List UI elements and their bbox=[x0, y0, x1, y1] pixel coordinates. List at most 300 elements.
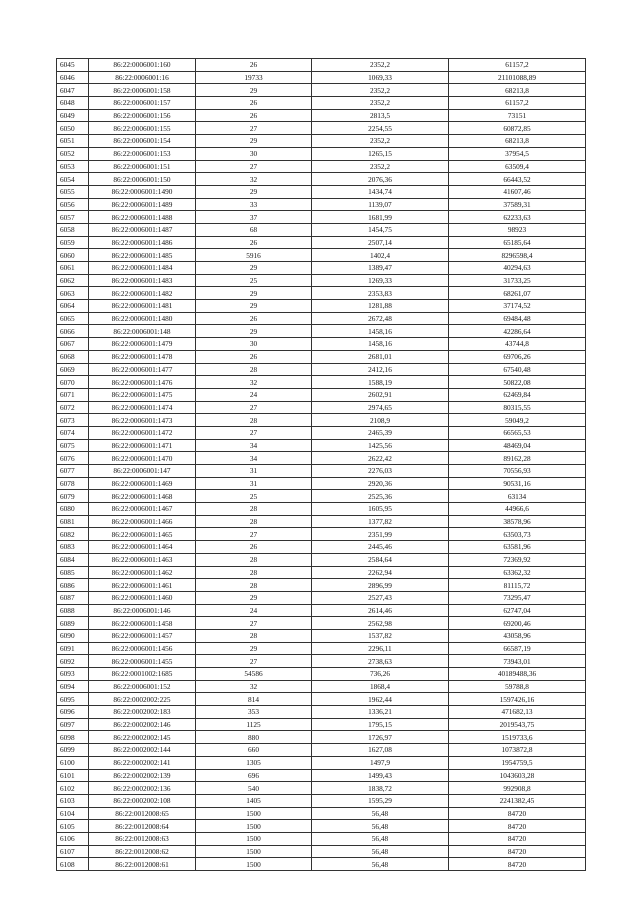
table-row bbox=[57, 300, 586, 313]
cadastral-number-cell: 86:22:0006001:1478 bbox=[89, 350, 196, 363]
area-cell: 26 bbox=[196, 350, 312, 363]
cadastral-value-cell: 1519733,6 bbox=[449, 731, 586, 744]
row-number-cell: 6078 bbox=[57, 477, 89, 490]
cadastral-number-cell: 86:22:0006001:1483 bbox=[89, 274, 196, 287]
cadastral-value-cell: 1597426,16 bbox=[449, 693, 586, 706]
area-cell: 29 bbox=[196, 300, 312, 313]
table-row bbox=[57, 820, 586, 833]
area-cell: 26 bbox=[196, 59, 312, 72]
cadastral-number-cell: 86:22:0006001:1457 bbox=[89, 629, 196, 642]
cadastral-number-cell: 86:22:0006001:151 bbox=[89, 160, 196, 173]
row-number-cell: 6069 bbox=[57, 363, 89, 376]
cadastral-value-cell: 2019543,75 bbox=[449, 718, 586, 731]
table-row bbox=[57, 642, 586, 655]
unit-value-cell: 2353,83 bbox=[312, 287, 449, 300]
area-cell: 25 bbox=[196, 490, 312, 503]
unit-value-cell: 1265,15 bbox=[312, 147, 449, 160]
unit-value-cell: 1458,16 bbox=[312, 325, 449, 338]
table-row bbox=[57, 274, 586, 287]
unit-value-cell: 56,48 bbox=[312, 820, 449, 833]
area-cell: 34 bbox=[196, 439, 312, 452]
cadastral-number-cell: 86:22:0006001:1482 bbox=[89, 287, 196, 300]
area-cell: 660 bbox=[196, 744, 312, 757]
area-cell: 814 bbox=[196, 693, 312, 706]
unit-value-cell: 1681,99 bbox=[312, 211, 449, 224]
table-row bbox=[57, 338, 586, 351]
area-cell: 29 bbox=[196, 287, 312, 300]
cadastral-number-cell: 86:22:0006001:157 bbox=[89, 97, 196, 110]
row-number-cell: 6059 bbox=[57, 236, 89, 249]
row-number-cell: 6053 bbox=[57, 160, 89, 173]
unit-value-cell: 2896,99 bbox=[312, 579, 449, 592]
row-number-cell: 6086 bbox=[57, 579, 89, 592]
table-row bbox=[57, 211, 586, 224]
cadastral-number-cell: 86:22:0006001:1474 bbox=[89, 401, 196, 414]
cadastral-number-cell: 86:22:0006001:153 bbox=[89, 147, 196, 160]
cadastral-number-cell: 86:22:0006001:16 bbox=[89, 71, 196, 84]
cadastral-number-cell: 86:22:0006001:1470 bbox=[89, 452, 196, 465]
cadastral-value-cell: 63509,4 bbox=[449, 160, 586, 173]
cadastral-value-cell: 50822,08 bbox=[449, 376, 586, 389]
table-row bbox=[57, 71, 586, 84]
area-cell: 54586 bbox=[196, 668, 312, 681]
cadastral-value-cell: 40294,63 bbox=[449, 262, 586, 275]
cadastral-number-cell: 86:22:0006001:1467 bbox=[89, 503, 196, 516]
row-number-cell: 6056 bbox=[57, 198, 89, 211]
cadastral-number-cell: 86:22:0006001:1476 bbox=[89, 376, 196, 389]
table-row bbox=[57, 350, 586, 363]
table-row bbox=[57, 579, 586, 592]
cadastral-number-cell: 86:22:0006001:150 bbox=[89, 173, 196, 186]
unit-value-cell: 2351,99 bbox=[312, 528, 449, 541]
table-row bbox=[57, 541, 586, 554]
cadastral-value-cell: 1954759,5 bbox=[449, 756, 586, 769]
cadastral-value-cell: 62469,84 bbox=[449, 388, 586, 401]
unit-value-cell: 1069,33 bbox=[312, 71, 449, 84]
table-row bbox=[57, 782, 586, 795]
cadastral-number-cell: 86:22:0012008:62 bbox=[89, 845, 196, 858]
area-cell: 353 bbox=[196, 706, 312, 719]
cadastral-value-cell: 2241382,45 bbox=[449, 794, 586, 807]
cadastral-value-cell: 59788,8 bbox=[449, 680, 586, 693]
unit-value-cell: 736,26 bbox=[312, 668, 449, 681]
cadastral-value-cell: 60872,85 bbox=[449, 122, 586, 135]
cadastral-value-cell: 61157,2 bbox=[449, 59, 586, 72]
unit-value-cell: 1458,16 bbox=[312, 338, 449, 351]
cadastral-number-cell: 86:22:0002002:108 bbox=[89, 794, 196, 807]
cadastral-number-cell: 86:22:0002002:141 bbox=[89, 756, 196, 769]
row-number-cell: 6097 bbox=[57, 718, 89, 731]
unit-value-cell: 2254,55 bbox=[312, 122, 449, 135]
cadastral-number-cell: 86:22:0006001:146 bbox=[89, 604, 196, 617]
cadastral-value-cell: 84720 bbox=[449, 832, 586, 845]
row-number-cell: 6068 bbox=[57, 350, 89, 363]
table-row bbox=[57, 185, 586, 198]
row-number-cell: 6075 bbox=[57, 439, 89, 452]
unit-value-cell: 1499,43 bbox=[312, 769, 449, 782]
cadastral-number-cell: 86:22:0006001:1475 bbox=[89, 388, 196, 401]
cadastral-value-cell: 41607,46 bbox=[449, 185, 586, 198]
row-number-cell: 6107 bbox=[57, 845, 89, 858]
area-cell: 5916 bbox=[196, 249, 312, 262]
row-number-cell: 6080 bbox=[57, 503, 89, 516]
table-row bbox=[57, 465, 586, 478]
table-row bbox=[57, 528, 586, 541]
cadastral-value-cell: 72369,92 bbox=[449, 553, 586, 566]
table-row bbox=[57, 401, 586, 414]
cadastral-value-cell: 8296598,4 bbox=[449, 249, 586, 262]
cadastral-number-cell: 86:22:0006001:1465 bbox=[89, 528, 196, 541]
area-cell: 25 bbox=[196, 274, 312, 287]
cadastral-number-cell: 86:22:0006001:1489 bbox=[89, 198, 196, 211]
cadastral-number-cell: 86:22:0006001:1456 bbox=[89, 642, 196, 655]
unit-value-cell: 1454,75 bbox=[312, 223, 449, 236]
area-cell: 29 bbox=[196, 135, 312, 148]
unit-value-cell: 1377,82 bbox=[312, 515, 449, 528]
row-number-cell: 6052 bbox=[57, 147, 89, 160]
area-cell: 27 bbox=[196, 426, 312, 439]
row-number-cell: 6108 bbox=[57, 858, 89, 871]
cadastral-value-cell: 43058,96 bbox=[449, 629, 586, 642]
cadastral-number-cell: 86:22:0012008:64 bbox=[89, 820, 196, 833]
cadastral-number-cell: 86:22:0002002:146 bbox=[89, 718, 196, 731]
area-cell: 1305 bbox=[196, 756, 312, 769]
table-row bbox=[57, 693, 586, 706]
document-page bbox=[56, 58, 585, 871]
row-number-cell: 6092 bbox=[57, 655, 89, 668]
cadastral-number-cell: 86:22:0006001:1464 bbox=[89, 541, 196, 554]
unit-value-cell: 2525,36 bbox=[312, 490, 449, 503]
unit-value-cell: 2352,2 bbox=[312, 59, 449, 72]
unit-value-cell: 1795,15 bbox=[312, 718, 449, 731]
row-number-cell: 6076 bbox=[57, 452, 89, 465]
cadastral-value-cell: 98923 bbox=[449, 223, 586, 236]
cadastral-value-cell: 61157,2 bbox=[449, 97, 586, 110]
cadastral-number-cell: 86:22:0006001:148 bbox=[89, 325, 196, 338]
unit-value-cell: 1281,88 bbox=[312, 300, 449, 313]
cadastral-value-cell: 84720 bbox=[449, 845, 586, 858]
area-cell: 27 bbox=[196, 160, 312, 173]
row-number-cell: 6094 bbox=[57, 680, 89, 693]
table-row bbox=[57, 604, 586, 617]
cadastral-value-cell: 90531,16 bbox=[449, 477, 586, 490]
row-number-cell: 6063 bbox=[57, 287, 89, 300]
row-number-cell: 6054 bbox=[57, 173, 89, 186]
unit-value-cell: 2738,63 bbox=[312, 655, 449, 668]
unit-value-cell: 2614,46 bbox=[312, 604, 449, 617]
cadastral-value-cell: 37589,31 bbox=[449, 198, 586, 211]
cadastral-value-cell: 63581,96 bbox=[449, 541, 586, 554]
area-cell: 540 bbox=[196, 782, 312, 795]
area-cell: 26 bbox=[196, 541, 312, 554]
unit-value-cell: 1139,07 bbox=[312, 198, 449, 211]
area-cell: 1500 bbox=[196, 845, 312, 858]
cadastral-value-cell: 1073872,8 bbox=[449, 744, 586, 757]
area-cell: 29 bbox=[196, 262, 312, 275]
row-number-cell: 6095 bbox=[57, 693, 89, 706]
area-cell: 29 bbox=[196, 185, 312, 198]
cadastral-number-cell: 86:22:0006001:1472 bbox=[89, 426, 196, 439]
area-cell: 1405 bbox=[196, 794, 312, 807]
unit-value-cell: 1962,44 bbox=[312, 693, 449, 706]
unit-value-cell: 2412,16 bbox=[312, 363, 449, 376]
row-number-cell: 6060 bbox=[57, 249, 89, 262]
cadastral-number-cell: 86:22:0006001:1477 bbox=[89, 363, 196, 376]
cadastral-value-cell: 63503,73 bbox=[449, 528, 586, 541]
unit-value-cell: 2507,14 bbox=[312, 236, 449, 249]
cadastral-value-cell: 84720 bbox=[449, 858, 586, 871]
cadastral-value-table bbox=[56, 58, 586, 871]
area-cell: 28 bbox=[196, 503, 312, 516]
cadastral-value-cell: 66443,52 bbox=[449, 173, 586, 186]
cadastral-value-cell: 38578,96 bbox=[449, 515, 586, 528]
cadastral-value-cell: 65185,64 bbox=[449, 236, 586, 249]
area-cell: 28 bbox=[196, 553, 312, 566]
cadastral-number-cell: 86:22:0006001:1471 bbox=[89, 439, 196, 452]
area-cell: 32 bbox=[196, 680, 312, 693]
cadastral-number-cell: 86:22:0002002:136 bbox=[89, 782, 196, 795]
unit-value-cell: 56,48 bbox=[312, 858, 449, 871]
unit-value-cell: 2584,64 bbox=[312, 553, 449, 566]
cadastral-number-cell: 86:22:0006001:1463 bbox=[89, 553, 196, 566]
area-cell: 26 bbox=[196, 109, 312, 122]
cadastral-number-cell: 86:22:0002002:183 bbox=[89, 706, 196, 719]
table-row bbox=[57, 388, 586, 401]
table-row bbox=[57, 503, 586, 516]
unit-value-cell: 56,48 bbox=[312, 845, 449, 858]
area-cell: 1500 bbox=[196, 858, 312, 871]
table-row bbox=[57, 376, 586, 389]
row-number-cell: 6061 bbox=[57, 262, 89, 275]
unit-value-cell: 1425,56 bbox=[312, 439, 449, 452]
cadastral-number-cell: 86:22:0012008:63 bbox=[89, 832, 196, 845]
unit-value-cell: 2813,5 bbox=[312, 109, 449, 122]
area-cell: 26 bbox=[196, 97, 312, 110]
row-number-cell: 6085 bbox=[57, 566, 89, 579]
area-cell: 28 bbox=[196, 414, 312, 427]
cadastral-value-cell: 471682,13 bbox=[449, 706, 586, 719]
area-cell: 27 bbox=[196, 617, 312, 630]
row-number-cell: 6046 bbox=[57, 71, 89, 84]
cadastral-number-cell: 86:22:0006001:1484 bbox=[89, 262, 196, 275]
unit-value-cell: 2465,39 bbox=[312, 426, 449, 439]
table-row bbox=[57, 680, 586, 693]
table-row bbox=[57, 858, 586, 871]
unit-value-cell: 1497,9 bbox=[312, 756, 449, 769]
area-cell: 37 bbox=[196, 211, 312, 224]
table-row bbox=[57, 223, 586, 236]
cadastral-value-cell: 1043603,28 bbox=[449, 769, 586, 782]
unit-value-cell: 1336,21 bbox=[312, 706, 449, 719]
cadastral-value-cell: 40189488,36 bbox=[449, 668, 586, 681]
cadastral-number-cell: 86:22:0012008:65 bbox=[89, 807, 196, 820]
row-number-cell: 6070 bbox=[57, 376, 89, 389]
unit-value-cell: 56,48 bbox=[312, 807, 449, 820]
area-cell: 28 bbox=[196, 363, 312, 376]
area-cell: 30 bbox=[196, 147, 312, 160]
area-cell: 1500 bbox=[196, 807, 312, 820]
cadastral-value-cell: 21101088,89 bbox=[449, 71, 586, 84]
table-row bbox=[57, 477, 586, 490]
area-cell: 19733 bbox=[196, 71, 312, 84]
table-row bbox=[57, 262, 586, 275]
row-number-cell: 6071 bbox=[57, 388, 89, 401]
area-cell: 24 bbox=[196, 604, 312, 617]
unit-value-cell: 2076,36 bbox=[312, 173, 449, 186]
row-number-cell: 6051 bbox=[57, 135, 89, 148]
row-number-cell: 6067 bbox=[57, 338, 89, 351]
row-number-cell: 6079 bbox=[57, 490, 89, 503]
area-cell: 27 bbox=[196, 655, 312, 668]
unit-value-cell: 1402,4 bbox=[312, 249, 449, 262]
row-number-cell: 6062 bbox=[57, 274, 89, 287]
area-cell: 29 bbox=[196, 642, 312, 655]
cadastral-value-cell: 59049,2 bbox=[449, 414, 586, 427]
unit-value-cell: 1588,19 bbox=[312, 376, 449, 389]
cadastral-value-cell: 44966,6 bbox=[449, 503, 586, 516]
unit-value-cell: 1868,4 bbox=[312, 680, 449, 693]
unit-value-cell: 2352,2 bbox=[312, 84, 449, 97]
row-number-cell: 6088 bbox=[57, 604, 89, 617]
cadastral-number-cell: 86:22:0006001:156 bbox=[89, 109, 196, 122]
area-cell: 28 bbox=[196, 515, 312, 528]
table-row bbox=[57, 452, 586, 465]
area-cell: 28 bbox=[196, 566, 312, 579]
cadastral-number-cell: 86:22:0002002:139 bbox=[89, 769, 196, 782]
cadastral-value-cell: 992908,8 bbox=[449, 782, 586, 795]
cadastral-number-cell: 86:22:0006001:1469 bbox=[89, 477, 196, 490]
cadastral-value-cell: 62747,04 bbox=[449, 604, 586, 617]
row-number-cell: 6073 bbox=[57, 414, 89, 427]
unit-value-cell: 2352,2 bbox=[312, 97, 449, 110]
cadastral-value-cell: 73295,47 bbox=[449, 591, 586, 604]
cadastral-number-cell: 86:22:0006001:1485 bbox=[89, 249, 196, 262]
table-row bbox=[57, 59, 586, 72]
table-row bbox=[57, 832, 586, 845]
unit-value-cell: 2974,65 bbox=[312, 401, 449, 414]
row-number-cell: 6087 bbox=[57, 591, 89, 604]
row-number-cell: 6084 bbox=[57, 553, 89, 566]
cadastral-value-cell: 81115,72 bbox=[449, 579, 586, 592]
area-cell: 26 bbox=[196, 236, 312, 249]
cadastral-value-cell: 84720 bbox=[449, 820, 586, 833]
cadastral-value-cell: 70556,93 bbox=[449, 465, 586, 478]
row-number-cell: 6090 bbox=[57, 629, 89, 642]
row-number-cell: 6083 bbox=[57, 541, 89, 554]
cadastral-number-cell: 86:22:0006001:1460 bbox=[89, 591, 196, 604]
cadastral-value-cell: 66587,19 bbox=[449, 642, 586, 655]
area-cell: 30 bbox=[196, 338, 312, 351]
area-cell: 32 bbox=[196, 173, 312, 186]
table-row bbox=[57, 363, 586, 376]
cadastral-number-cell: 86:22:0006001:1461 bbox=[89, 579, 196, 592]
cadastral-value-cell: 68213,8 bbox=[449, 135, 586, 148]
cadastral-value-cell: 62233,63 bbox=[449, 211, 586, 224]
table-row bbox=[57, 629, 586, 642]
table-row bbox=[57, 84, 586, 97]
cadastral-value-cell: 89162,28 bbox=[449, 452, 586, 465]
cadastral-number-cell: 86:22:0006001:147 bbox=[89, 465, 196, 478]
cadastral-number-cell: 86:22:0006001:1490 bbox=[89, 185, 196, 198]
cadastral-value-cell: 84720 bbox=[449, 807, 586, 820]
area-cell: 27 bbox=[196, 528, 312, 541]
cadastral-number-cell: 86:22:0006001:1488 bbox=[89, 211, 196, 224]
unit-value-cell: 56,48 bbox=[312, 832, 449, 845]
unit-value-cell: 2108,9 bbox=[312, 414, 449, 427]
area-cell: 27 bbox=[196, 122, 312, 135]
cadastral-number-cell: 86:22:0006001:154 bbox=[89, 135, 196, 148]
row-number-cell: 6105 bbox=[57, 820, 89, 833]
cadastral-number-cell: 86:22:0002002:225 bbox=[89, 693, 196, 706]
cadastral-number-cell: 86:22:0006001:1466 bbox=[89, 515, 196, 528]
unit-value-cell: 2352,2 bbox=[312, 160, 449, 173]
row-number-cell: 6101 bbox=[57, 769, 89, 782]
area-cell: 24 bbox=[196, 388, 312, 401]
cadastral-number-cell: 86:22:0006001:158 bbox=[89, 84, 196, 97]
cadastral-number-cell: 86:22:0002002:145 bbox=[89, 731, 196, 744]
row-number-cell: 6045 bbox=[57, 59, 89, 72]
cadastral-value-cell: 69200,46 bbox=[449, 617, 586, 630]
table-row bbox=[57, 249, 586, 262]
row-number-cell: 6048 bbox=[57, 97, 89, 110]
table-row bbox=[57, 439, 586, 452]
cadastral-number-cell: 86:22:0006001:152 bbox=[89, 680, 196, 693]
unit-value-cell: 1434,74 bbox=[312, 185, 449, 198]
row-number-cell: 6064 bbox=[57, 300, 89, 313]
unit-value-cell: 1726,97 bbox=[312, 731, 449, 744]
table-row bbox=[57, 135, 586, 148]
table-row bbox=[57, 769, 586, 782]
cadastral-value-cell: 63362,32 bbox=[449, 566, 586, 579]
row-number-cell: 6093 bbox=[57, 668, 89, 681]
unit-value-cell: 1595,29 bbox=[312, 794, 449, 807]
cadastral-number-cell: 86:22:0002002:144 bbox=[89, 744, 196, 757]
cadastral-value-cell: 67540,48 bbox=[449, 363, 586, 376]
unit-value-cell: 2276,03 bbox=[312, 465, 449, 478]
table-row bbox=[57, 287, 586, 300]
table-row bbox=[57, 325, 586, 338]
cadastral-value-cell: 73943,01 bbox=[449, 655, 586, 668]
cadastral-number-cell: 86:22:0006001:1487 bbox=[89, 223, 196, 236]
table-row bbox=[57, 426, 586, 439]
area-cell: 31 bbox=[196, 465, 312, 478]
table-row bbox=[57, 718, 586, 731]
unit-value-cell: 2672,48 bbox=[312, 312, 449, 325]
cadastral-number-cell: 86:22:0006001:1480 bbox=[89, 312, 196, 325]
cadastral-value-cell: 80315,55 bbox=[449, 401, 586, 414]
table-row bbox=[57, 566, 586, 579]
row-number-cell: 6081 bbox=[57, 515, 89, 528]
table-row bbox=[57, 122, 586, 135]
cadastral-number-cell: 86:22:0006001:1481 bbox=[89, 300, 196, 313]
unit-value-cell: 1537,82 bbox=[312, 629, 449, 642]
row-number-cell: 6098 bbox=[57, 731, 89, 744]
unit-value-cell: 2352,2 bbox=[312, 135, 449, 148]
unit-value-cell: 2445,46 bbox=[312, 541, 449, 554]
area-cell: 27 bbox=[196, 401, 312, 414]
table-row bbox=[57, 756, 586, 769]
cadastral-number-cell: 86:22:0006001:1462 bbox=[89, 566, 196, 579]
cadastral-number-cell: 86:22:0006001:1468 bbox=[89, 490, 196, 503]
area-cell: 31 bbox=[196, 477, 312, 490]
area-cell: 26 bbox=[196, 312, 312, 325]
row-number-cell: 6082 bbox=[57, 528, 89, 541]
table-row bbox=[57, 794, 586, 807]
table-row bbox=[57, 617, 586, 630]
unit-value-cell: 2527,43 bbox=[312, 591, 449, 604]
cadastral-value-cell: 63134 bbox=[449, 490, 586, 503]
row-number-cell: 6058 bbox=[57, 223, 89, 236]
